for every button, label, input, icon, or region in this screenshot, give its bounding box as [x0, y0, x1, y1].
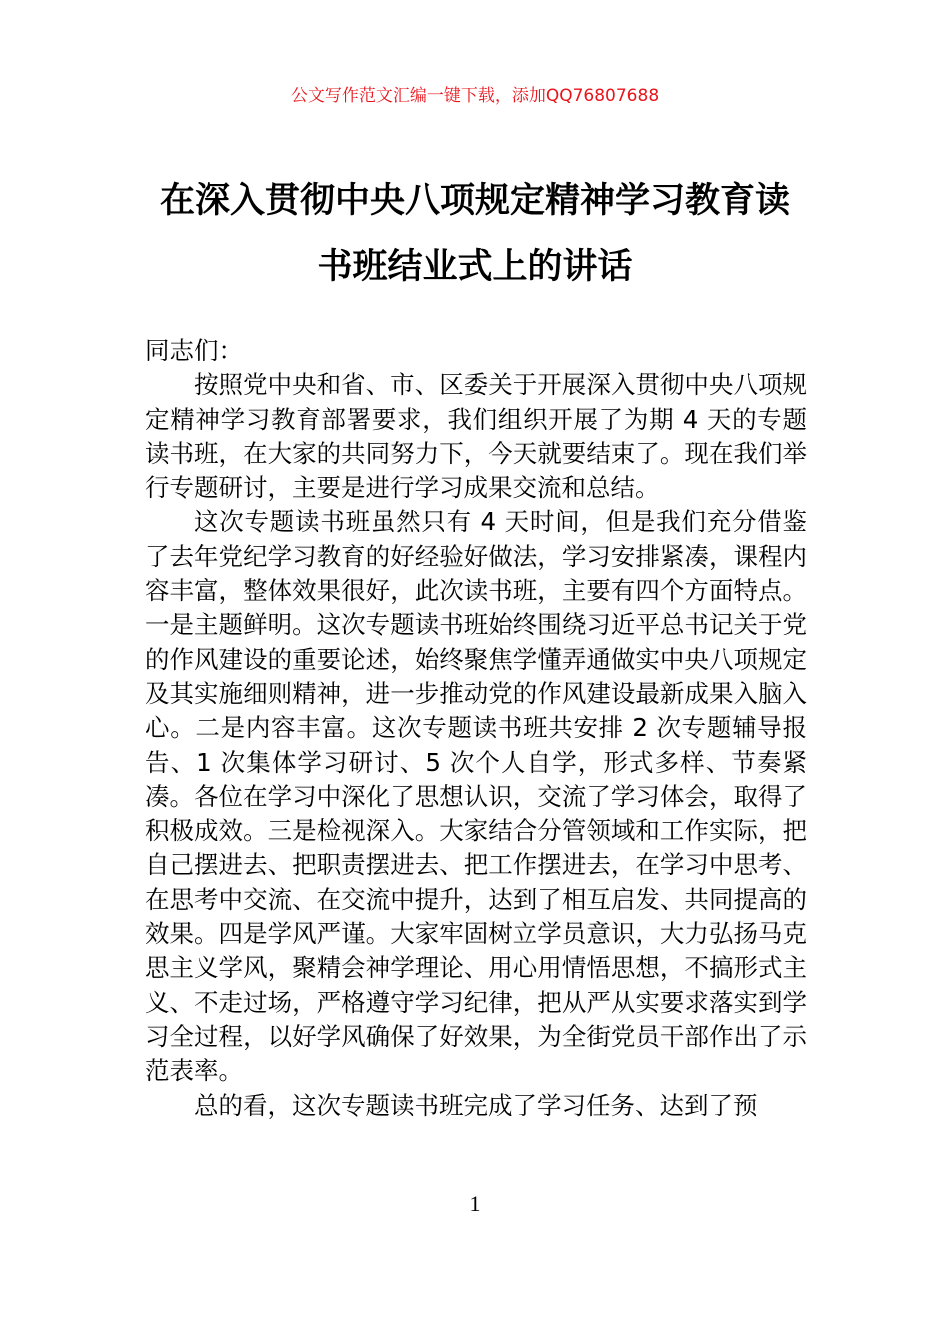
- download-notice: 公文写作范文汇编一键下载，添加QQ76807688: [290, 86, 660, 106]
- greeting: 同志们：: [145, 336, 243, 365]
- document-body: [145, 334, 807, 1123]
- title-line-1: 在深入贯彻中央八项规定精神学习教育读: [159, 181, 790, 221]
- document-title: [145, 168, 805, 300]
- paragraph-3: 总的看，这次专题读书班完成了学习任务、达到了预: [194, 1090, 758, 1120]
- title-line-2: 书班结业式上的讲话: [317, 247, 633, 287]
- paragraph-2: 这次专题读书班虽然只有 4 天时间，但是我们充分借鉴了去年党纪学习教育的好经验好做法，学习安排紧凑，课程内容丰富，整体效果很好，此次读书班，主要有四个方面特点。一是主题鲜明。这次专题读书班始终围绕习近平总书记关于党的作风建设的重要论述，始终聚焦学懂弄通做实中央八项规定及其实施细则精神，进一步推动党的作风建设最新成果入脑入心。二是内容丰富。这次专题读书班共安排 2 次专题辅导报告、1 次集体学习研讨、5 次个人自学，形式多样、节奏紧凑。各位在学习中深化了思想认识，交流了学习体会，取得了积极成效。三是检视深入。大家结合分管领域和工作实际，把自己摆进去、把职责摆进去、把工作摆进去，在学习中思考、在思考中交流、在交流中提升，达到了相互启发、共同提高的效果。四是学风严谨。大家牢固树立学员意识，大力弘扬马克思主义学风，聚精会神学理论、用心用情悟思想，不搞形式主义、不走过场，严格遵守学习纪律，把从严从实要求落实到学习全过程，以好学风确保了好效果，为全街党员干部作出了示范表率。: [145, 507, 807, 1086]
- page-number: 1: [469, 1191, 481, 1216]
- paragraph-1: 按照党中央和省、市、区委关于开展深入贯彻中央八项规定精神学习教育部署要求，我们组织开展了为期 4 天的专题读书班，在大家的共同努力下，今天就要结束了。现在我们举行专题研讨，主要是进行学习成果交流和总结。: [145, 370, 807, 503]
